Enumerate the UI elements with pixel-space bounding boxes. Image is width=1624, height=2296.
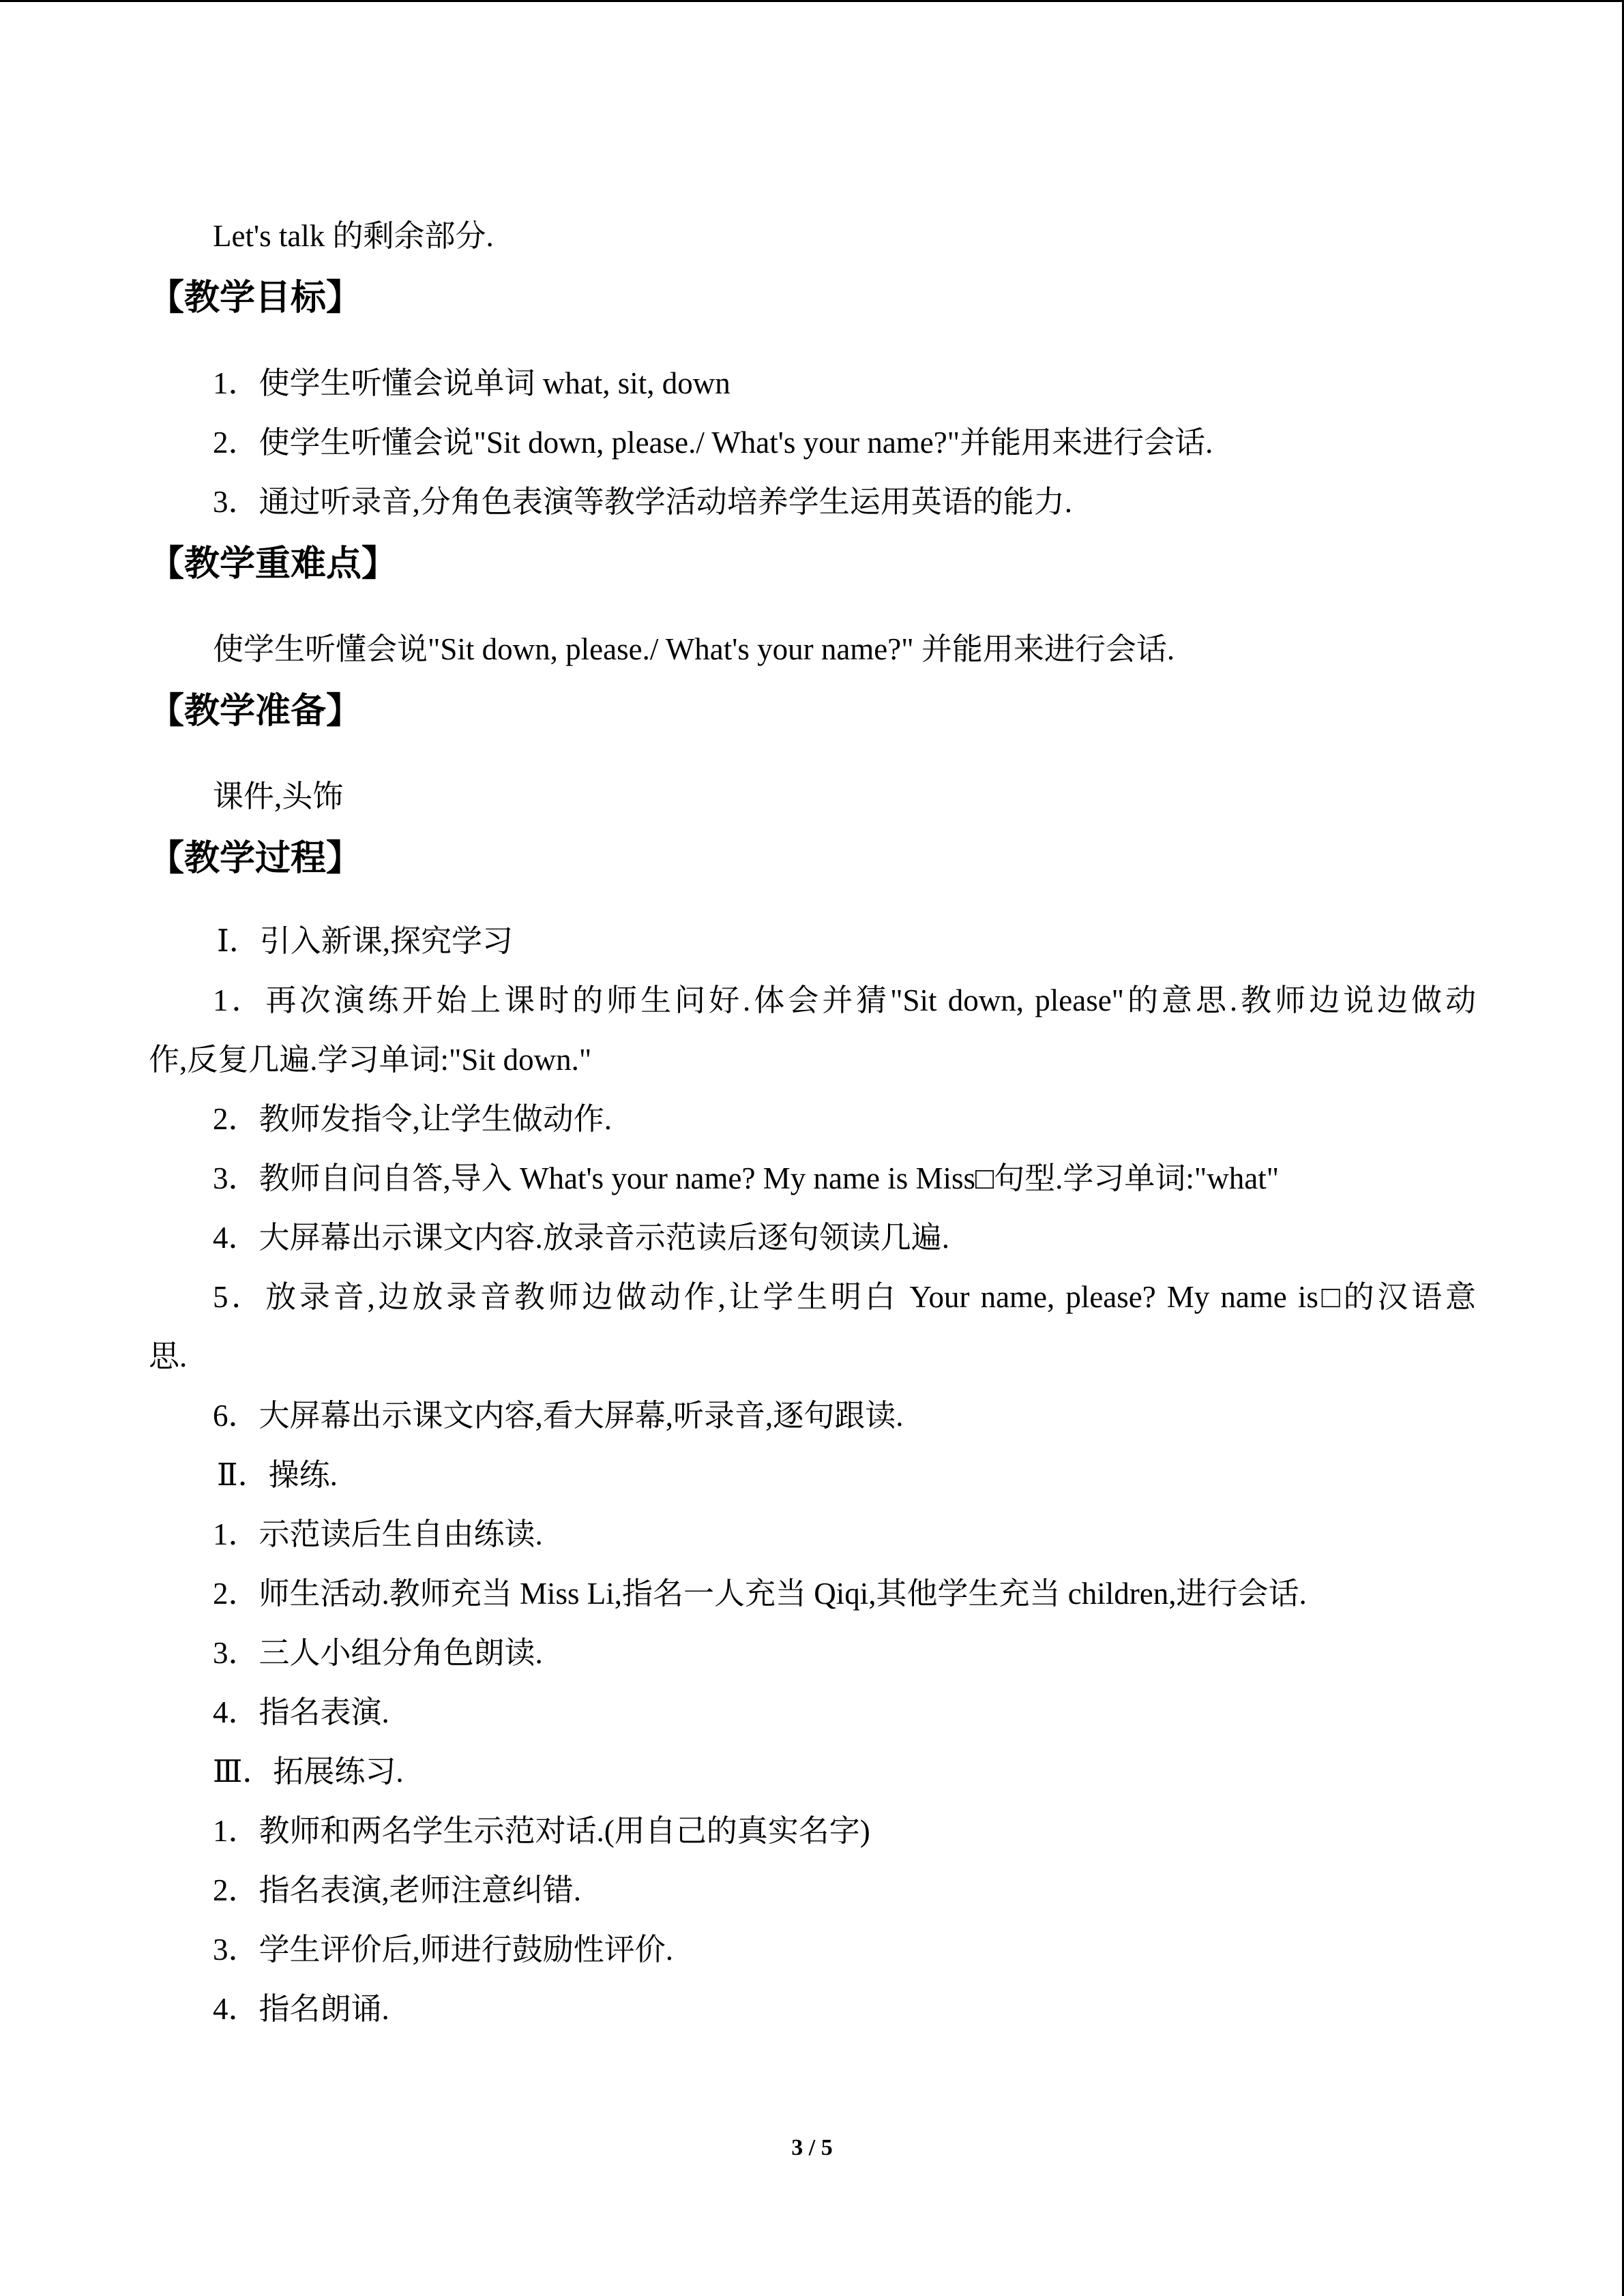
part1-item1-line2: 作,反复几遍.学习单词:"Sit down." bbox=[149, 1043, 592, 1077]
preparation-text: 课件,头饰 bbox=[213, 779, 344, 814]
preparation-heading: 【教学准备】 bbox=[149, 691, 362, 732]
objective-item: 1．使学生听懂会说单词 what, sit, down bbox=[213, 366, 730, 400]
part1-item1-line1: 1．再次演练开始上课时的师生问好.体会并猜"Sit down, please"的意思.教师边说边做动 bbox=[213, 983, 1476, 1017]
part1-item6: 6．大屏幕出示课文内容,看大屏幕,听录音,逐句跟读. bbox=[213, 1399, 904, 1433]
part3-item: 2．指名表演,老师注意纠错. bbox=[213, 1873, 582, 1907]
key-points-text: 使学生听懂会说"Sit down, please./ What's your name?" 并能用来进行会话. bbox=[213, 632, 1175, 666]
page-number: 3 / 5 bbox=[791, 2135, 833, 2160]
part1-item2: 2．教师发指令,让学生做动作. bbox=[213, 1102, 612, 1136]
part1-item5-line2: 思. bbox=[149, 1339, 188, 1373]
part2-item: 4．指名表演. bbox=[213, 1695, 389, 1729]
page-top-border bbox=[0, 0, 1624, 2]
part3-title: Ⅲ．拓展练习. bbox=[213, 1755, 404, 1789]
objectives-heading: 【教学目标】 bbox=[149, 278, 362, 318]
part3-item: 4．指名朗诵. bbox=[213, 1992, 389, 2026]
part3-item: 3．学生评价后,师进行鼓励性评价. bbox=[213, 1933, 674, 1967]
objective-item: 2．使学生听懂会说"Sit down, please./ What's your name?"并能用来进行会话. bbox=[213, 426, 1213, 460]
part2-item: 2．师生活动.教师充当 Miss Li,指名一人充当 Qiqi,其他学生充当 children,进行会话. bbox=[213, 1577, 1307, 1611]
part3-item: 1．教师和两名学生示范对话.(用自己的真实名字) bbox=[213, 1814, 870, 1848]
objective-item: 3．通过听录音,分角色表演等教学活动培养学生运用英语的能力. bbox=[213, 485, 1073, 519]
part2-title: Ⅱ．操练. bbox=[217, 1458, 338, 1492]
process-heading: 【教学过程】 bbox=[149, 838, 362, 879]
part1-item3: 3．教师自问自答,导入 What's your name? My name is Miss□句型.学习单词:"what" bbox=[213, 1161, 1280, 1195]
part1-item5-line1: 5．放录音,边放录音教师边做动作,让学生明白 Your name, please? My name is□的汉语意 bbox=[213, 1280, 1476, 1314]
part1-title: Ⅰ．引入新课,探究学习 bbox=[217, 924, 514, 958]
part2-item: 1．示范读后生自由练读. bbox=[213, 1517, 543, 1551]
part2-item: 3．三人小组分角色朗读. bbox=[213, 1636, 543, 1670]
key-points-heading: 【教学重难点】 bbox=[149, 543, 398, 584]
part1-item4: 4．大屏幕出示课文内容.放录音示范读后逐句领读几遍. bbox=[213, 1221, 950, 1255]
intro-line: Let's talk 的剩余部分. bbox=[213, 219, 494, 253]
